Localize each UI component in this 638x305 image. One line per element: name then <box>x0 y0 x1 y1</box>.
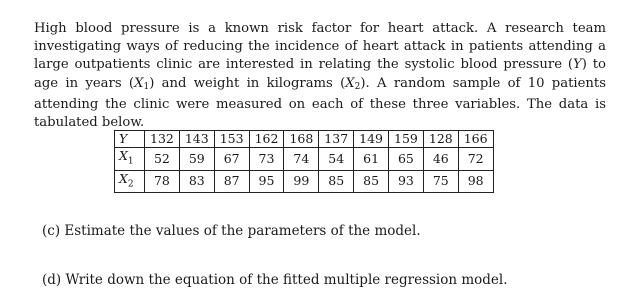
table-cell: 74 <box>284 148 319 171</box>
row-label-variable: X <box>119 148 128 163</box>
intro-text-1: High blood pressure is a known risk factor for heart attack. A research team investigating ways of reducing the incidence of heart attack in patients attending a large outpatients clinic are interested in relating the systolic blood pressure ( <box>34 21 606 73</box>
table-cell: 159 <box>389 131 424 148</box>
table-cell: 99 <box>284 170 319 193</box>
table-cell: 75 <box>423 170 458 193</box>
row-label-subscript: 2 <box>127 179 134 189</box>
table-cell: 52 <box>145 148 180 171</box>
table-cell: 137 <box>319 131 354 148</box>
table-cell: 46 <box>423 148 458 171</box>
intro-text-2: ) to age in years ( <box>34 57 607 91</box>
table-cell: 54 <box>319 148 354 171</box>
row-label-variable: X <box>119 170 128 186</box>
table-cell: 166 <box>458 131 493 148</box>
table-cell: 143 <box>179 131 214 148</box>
table-cell: 78 <box>145 170 180 193</box>
table-cell: 72 <box>458 148 493 171</box>
table-cell: 85 <box>354 170 389 193</box>
table-cell: 93 <box>389 170 424 193</box>
intro-text-4: ). A random sample of 10 patients attending the clinic were measured on each of these three variables. The data is tabulated below. <box>34 75 606 131</box>
table-cell: 83 <box>179 170 214 193</box>
row-label-variable: Y <box>119 131 128 146</box>
var-x2: X <box>345 75 355 91</box>
table-cell: 85 <box>319 170 354 193</box>
row-label <box>115 148 145 171</box>
var-y: Y <box>573 57 582 73</box>
var-x2-subscript: 2 <box>354 81 361 92</box>
intro-text-3: ) and weight in kilograms ( <box>149 75 346 91</box>
table-cell: 95 <box>249 170 284 193</box>
row-label <box>115 131 145 148</box>
table-cell: 162 <box>249 131 284 148</box>
table-cell: 132 <box>145 131 180 148</box>
table-cell: 98 <box>458 170 493 193</box>
table-row <box>115 148 494 171</box>
table-cell: 153 <box>214 131 249 148</box>
data-table-wrapper <box>114 130 494 193</box>
table-cell: 59 <box>179 148 214 171</box>
table-cell: 61 <box>354 148 389 171</box>
row-label-subscript: 1 <box>127 156 134 167</box>
table-cell: 128 <box>423 131 458 148</box>
var-x1: X <box>134 75 144 91</box>
var-x1-subscript: 1 <box>143 81 150 92</box>
table-row <box>115 170 494 193</box>
question-d: (d) Write down the equation of the fitted multiple regression model. <box>42 272 508 288</box>
table-cell: 149 <box>354 131 389 148</box>
table-cell: 73 <box>249 148 284 171</box>
table-cell: 87 <box>214 170 249 193</box>
data-table <box>114 130 494 193</box>
table-cell: 67 <box>214 148 249 171</box>
data-table-body <box>115 131 494 193</box>
row-label <box>115 170 145 193</box>
question-c: (c) Estimate the values of the parameters of the model. <box>42 223 421 239</box>
table-cell: 168 <box>284 131 319 148</box>
table-cell: 65 <box>389 148 424 171</box>
problem-statement <box>34 20 606 132</box>
table-row <box>115 131 494 148</box>
